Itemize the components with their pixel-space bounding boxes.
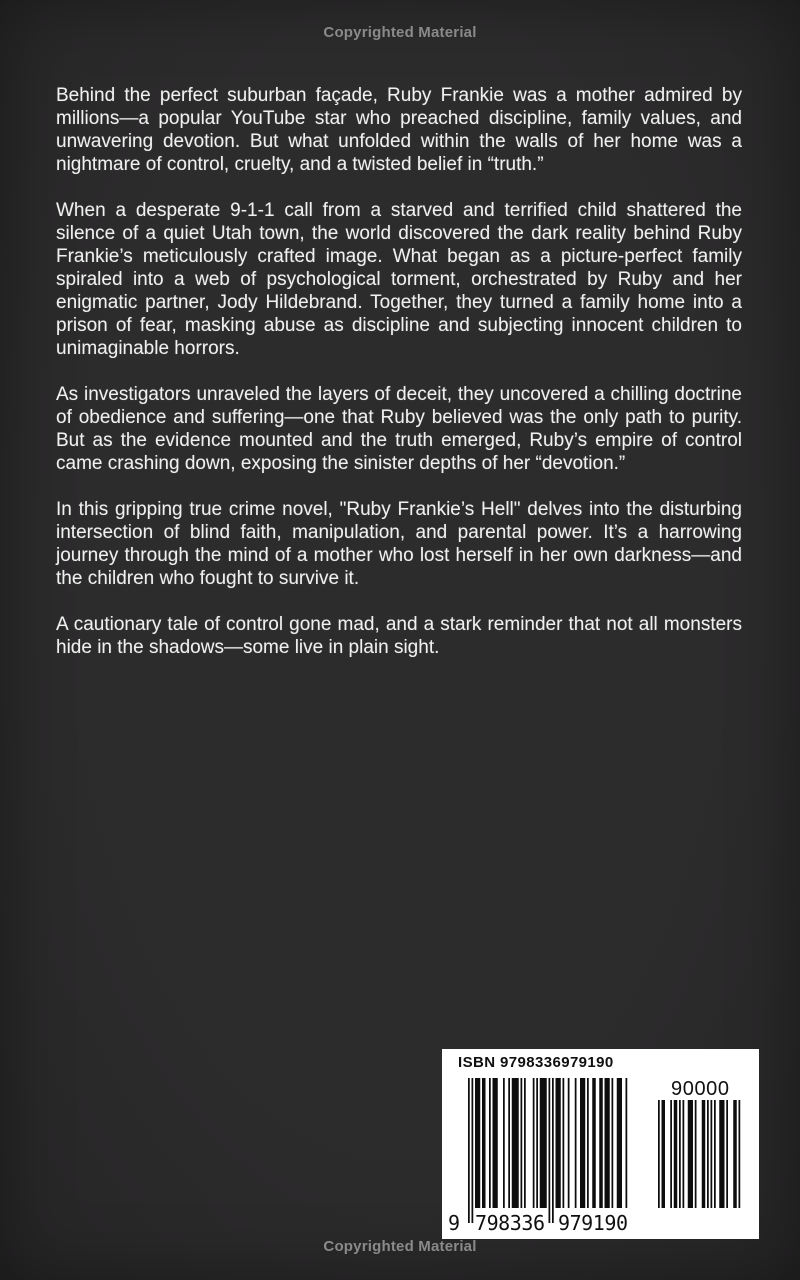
ean13-barcode xyxy=(448,1078,638,1236)
barcode-digits-group1: 798336 xyxy=(475,1211,545,1235)
blurb-paragraph: A cautionary tale of control gone mad, and a stark reminder that not all monsters hide in the shadows—some live in plain sight. xyxy=(56,614,742,658)
barcode-bars xyxy=(468,1078,627,1223)
copyright-notice-bottom: Copyrighted Material xyxy=(323,1238,477,1255)
supplement-price-code: 90000 xyxy=(671,1078,729,1100)
copyright-notice-top: Copyrighted Material xyxy=(323,24,477,41)
back-cover-blurb xyxy=(0,84,800,682)
blurb-paragraph: When a desperate 9-1-1 call from a starved and terrified child shattered the silence of a quiet Utah town, the world discovered the dark reality behind Ruby Frankie’s meticulously crafted image. What began as a picture-perfect family spiraled into a web of psychological torment, orchestrated by Ruby and her enigmatic partner, Jody Hildebrand. Together, they turned a family home into a prison of fear, masking abuse as discipline and subjecting innocent children to unimaginable horrors. xyxy=(56,200,742,359)
barcode-digits-group2: 979190 xyxy=(558,1211,628,1235)
blurb-paragraph: Behind the perfect suburban façade, Ruby Frankie was a mother admired by millions—a popular YouTube star who preached discipline, family values, and unwavering devotion. But what unfolded within the walls of her home was a nightmare of control, cruelty, and a twisted belief in “truth.” xyxy=(56,85,742,175)
blurb-paragraph: As investigators unraveled the layers of deceit, they uncovered a chilling doctrine of obedience and suffering—one that Ruby believed was the only path to purity. But as the evidence mounted and the truth emerged, Ruby’s empire of control came crashing down, exposing the sinister depths of her “devotion.” xyxy=(56,384,742,474)
blurb-paragraph: In this gripping true crime novel, "Ruby Frankie’s Hell" delves into the disturbing intersection of blind faith, manipulation, and parental power. It’s a harrowing journey through the mind of a mother who lost herself in her own darkness—and the children who fought to survive it. xyxy=(56,499,742,589)
ean5-supplement-barcode xyxy=(657,1078,743,1236)
isbn-label: ISBN 9798336979190 xyxy=(458,1054,614,1071)
supplement-bars xyxy=(658,1100,740,1208)
barcode-digit-left: 9 xyxy=(448,1211,461,1235)
isbn-barcode-block xyxy=(442,1049,759,1239)
